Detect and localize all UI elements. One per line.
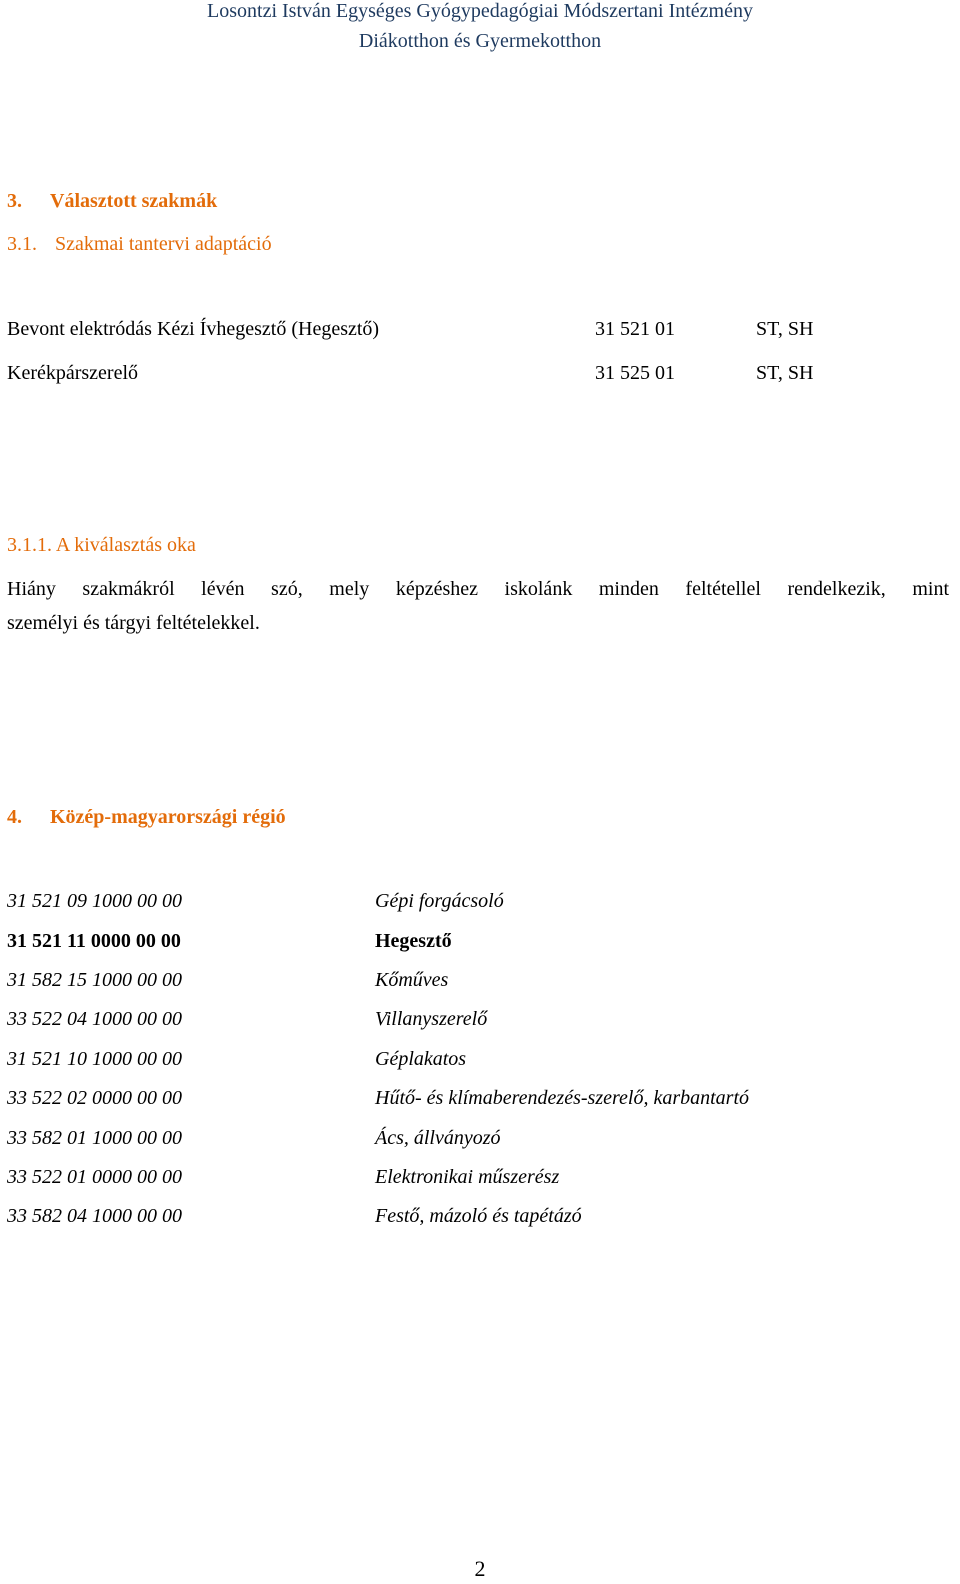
profession-name: Kőműves xyxy=(375,969,449,991)
profession-name: Gépi forgácsoló xyxy=(375,890,504,912)
profession-code: 31 525 01 xyxy=(595,362,675,384)
profession-row xyxy=(7,969,947,997)
profession-type: ST, SH xyxy=(756,362,814,384)
profession-name: Elektronikai műszerész xyxy=(375,1166,560,1188)
profession-code: 33 522 01 0000 00 00 xyxy=(7,1166,182,1188)
page-number: 2 xyxy=(474,1556,486,1581)
header-institution-name: Losontzi István Egységes Gyógypedagógiai Módszertani Intézmény xyxy=(207,0,753,22)
profession-row xyxy=(7,1205,947,1233)
profession-row xyxy=(7,1008,947,1036)
section-4-number: 4. xyxy=(7,806,22,828)
profession-code: 33 522 02 0000 00 00 xyxy=(7,1087,182,1109)
profession-code: 33 582 01 1000 00 00 xyxy=(7,1127,182,1149)
profession-code: 31 521 09 1000 00 00 xyxy=(7,890,182,912)
profession-name: Kerékpárszerelő xyxy=(7,362,139,384)
profession-code: 33 522 04 1000 00 00 xyxy=(7,1008,182,1030)
profession-name: Festő, mázoló és tapétázó xyxy=(375,1205,582,1227)
section-3-number: 3. xyxy=(7,190,22,212)
subsection-3-1-1-title: 3.1.1. A kiválasztás oka xyxy=(7,534,196,556)
profession-name: Villanyszerelő xyxy=(375,1008,488,1030)
reason-paragraph-line: személyi és tárgyi feltételekkel. xyxy=(7,612,260,634)
profession-row xyxy=(7,1087,947,1115)
section-4-title: Közép-magyarországi régió xyxy=(50,806,286,828)
profession-name: Ács, állványozó xyxy=(375,1127,501,1149)
profession-name: Hegesztő xyxy=(375,930,452,952)
reason-paragraph-line: Hiány szakmákról lévén szó, mely képzéshez iskolánk minden feltétellel rendelkezik, mint xyxy=(7,578,949,600)
profession-row xyxy=(7,1127,947,1155)
profession-row xyxy=(7,890,947,918)
subsection-3-1-title: Szakmai tantervi adaptáció xyxy=(55,233,272,255)
profession-type: ST, SH xyxy=(756,318,814,340)
profession-row xyxy=(7,1166,947,1194)
reason-paragraph xyxy=(7,572,949,640)
profession-name: Bevont elektródás Kézi Ívhegesztő (Hegesztő) xyxy=(7,318,380,340)
header-institution-subtitle: Diákotthon és Gyermekotthon xyxy=(358,30,602,52)
profession-name: Hűtő- és klímaberendezés-szerelő, karbantartó xyxy=(375,1087,750,1109)
profession-code: 31 582 15 1000 00 00 xyxy=(7,969,182,991)
subsection-3-1-number: 3.1. xyxy=(7,233,37,255)
profession-code: 31 521 01 xyxy=(595,318,675,340)
profession-code: 33 582 04 1000 00 00 xyxy=(7,1205,182,1227)
profession-code: 31 521 11 0000 00 00 xyxy=(7,930,181,952)
profession-name: Géplakatos xyxy=(375,1048,467,1070)
profession-row xyxy=(7,930,947,958)
section-3-title: Választott szakmák xyxy=(50,190,218,212)
profession-row xyxy=(7,1048,947,1076)
profession-code: 31 521 10 1000 00 00 xyxy=(7,1048,182,1070)
